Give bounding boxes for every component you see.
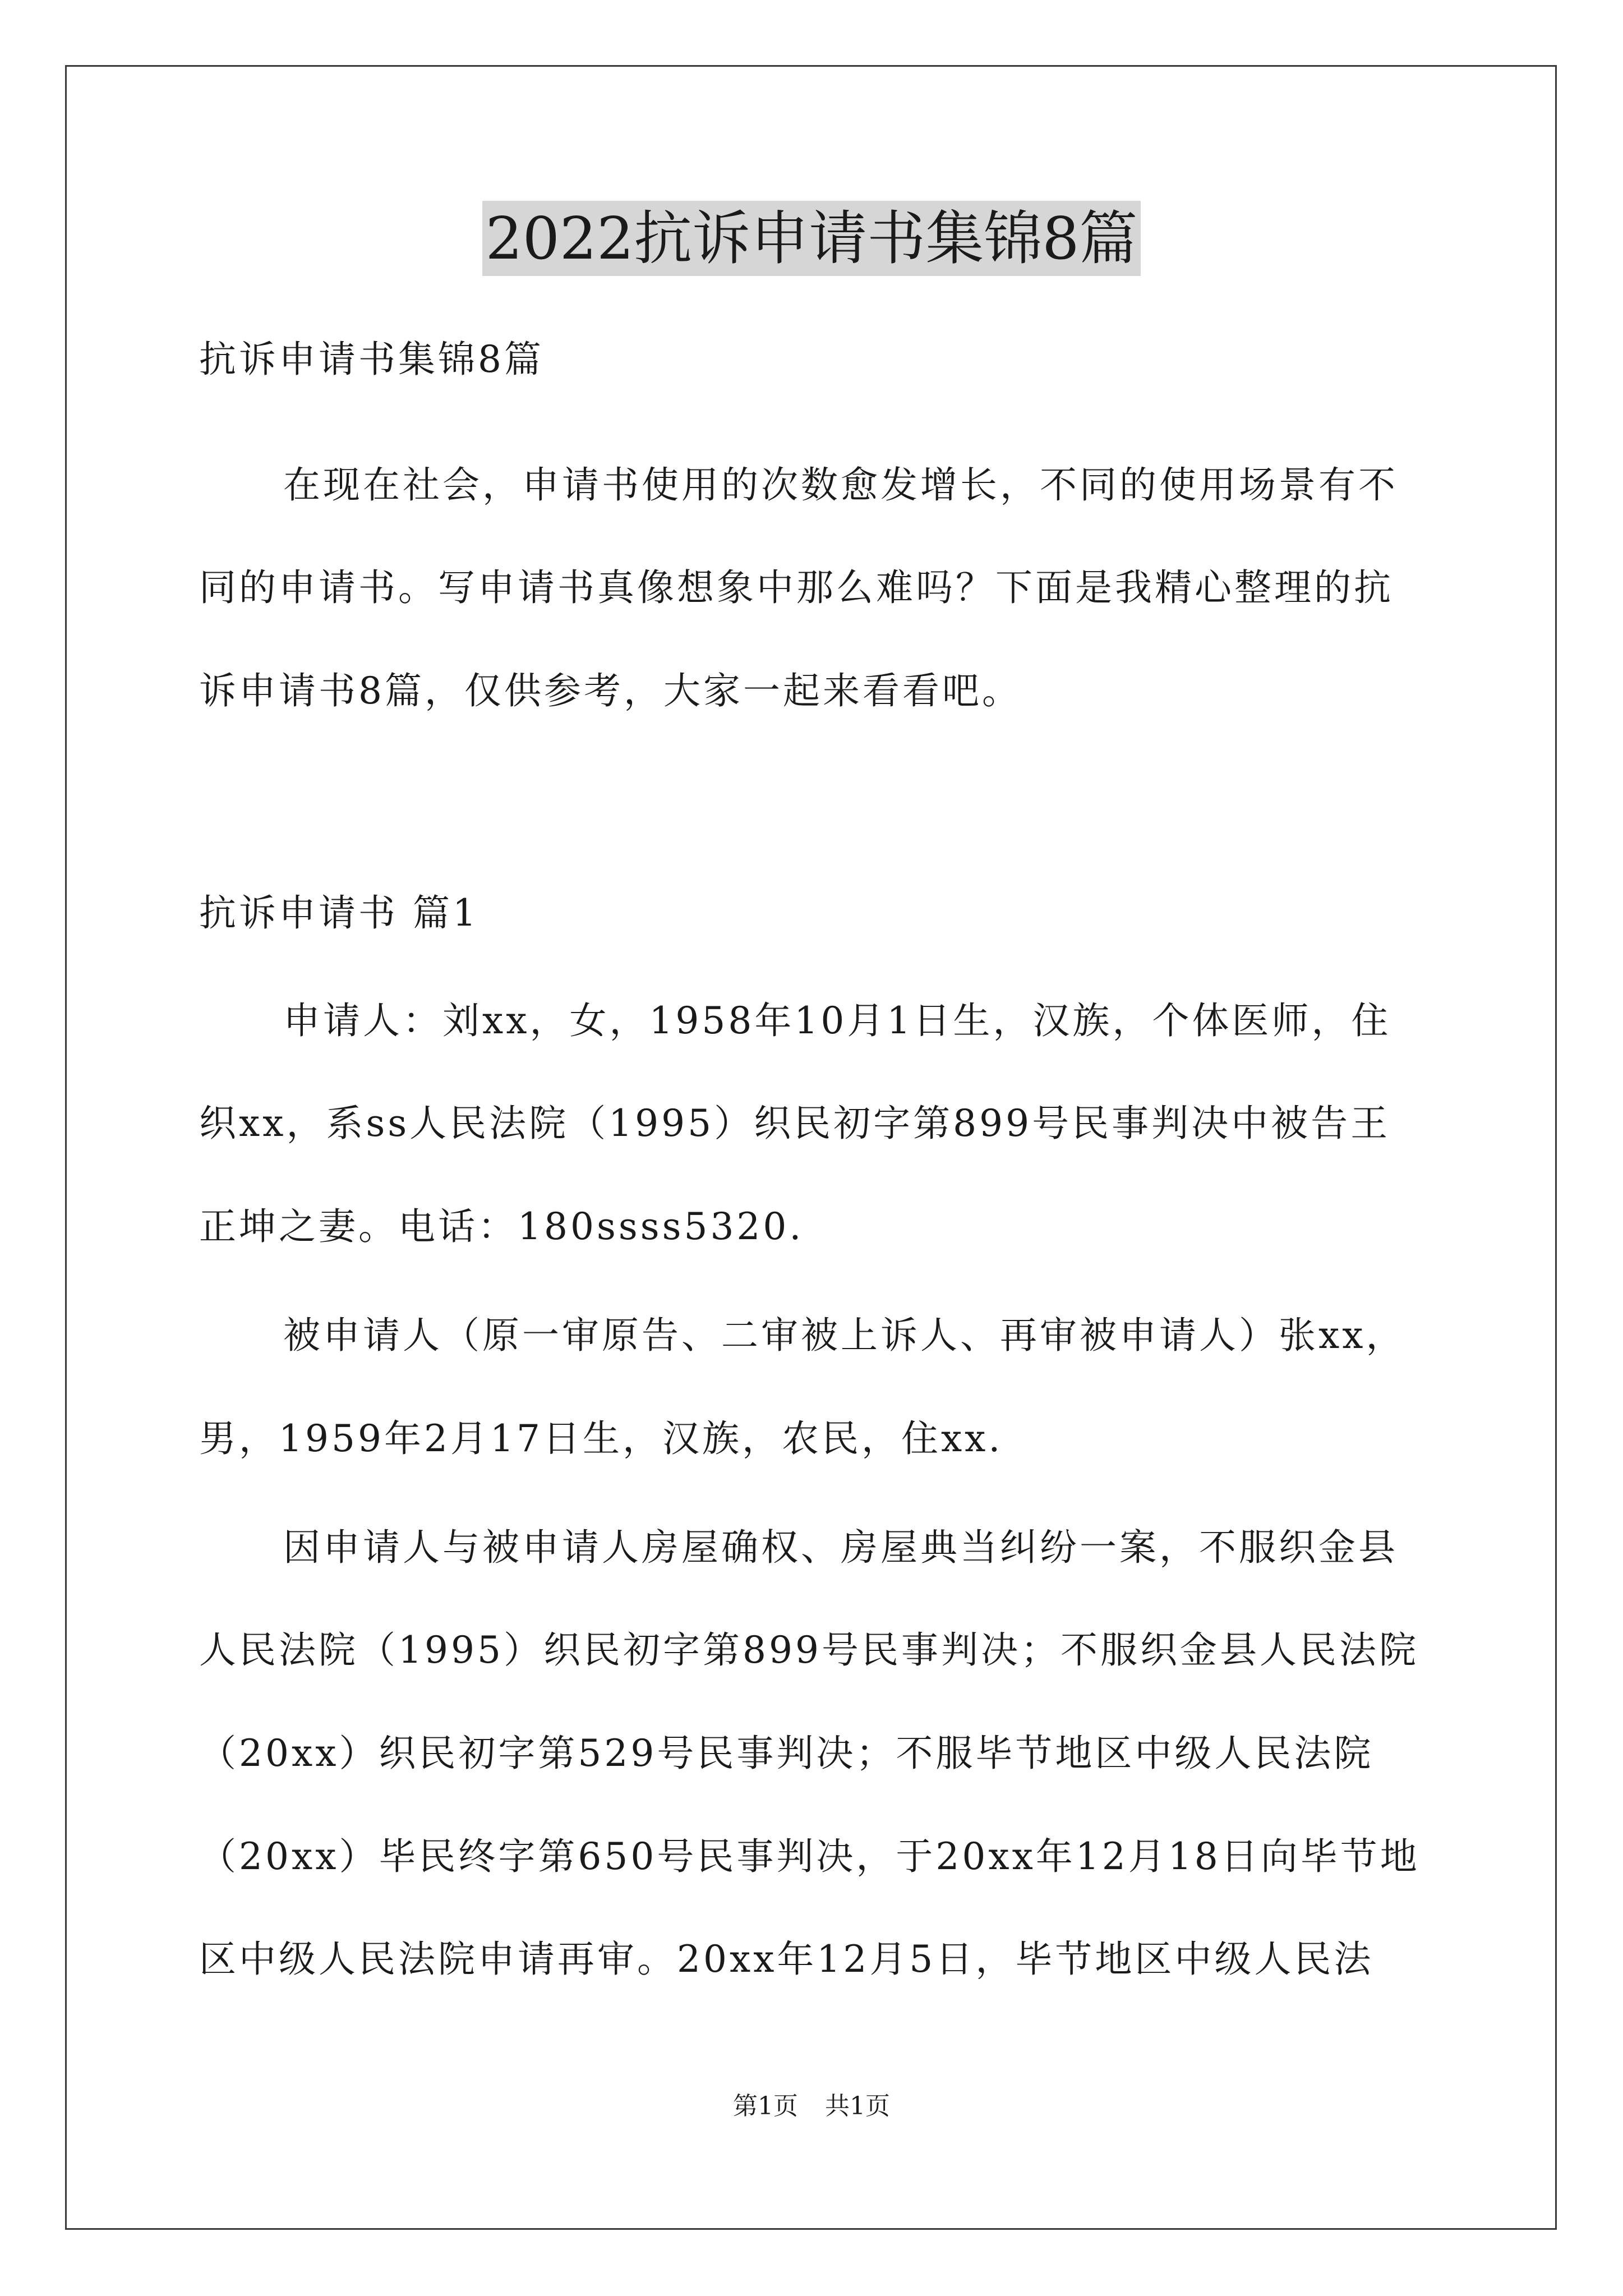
intro-line: 诉申请书8篇，仅供参考，大家一起来看看吧。 [199, 669, 1022, 712]
document-subtitle: 抗诉申请书集锦8篇 [199, 338, 544, 381]
section-heading: 抗诉申请书 篇1 [199, 891, 479, 935]
body-line: 被申请人（原一审原告、二审被上诉人、再审被申请人）张xx， [283, 1314, 1406, 1357]
intro-line: 同的申请书。写申请书真像想象中那么难吗？下面是我精心整理的抗 [199, 566, 1394, 609]
page-number-current: 第1页 [733, 2092, 798, 2120]
body-line: 男，1959年2月17日生，汉族，农民，住xx. [199, 1417, 1003, 1460]
page-border [65, 65, 1557, 2230]
document-title [0, 199, 1623, 278]
body-line: 正坤之妻。电话：180ssss5320. [199, 1205, 804, 1248]
body-line: 区中级人民法院申请再审。20xx年12月5日，毕节地区中级人民法 [199, 1938, 1374, 1981]
body-line: 因申请人与被申请人房屋确权、房屋典当纠纷一案，不服织金县 [283, 1526, 1398, 1569]
body-line: （20xx）毕民终字第650号民事判决，于20xx年12月18日向毕节地 [199, 1835, 1420, 1878]
intro-line: 在现在社会，申请书使用的次数愈发增长，不同的使用场景有不 [283, 463, 1398, 507]
document-title-text: 2022抗诉申请书集锦8篇 [482, 201, 1141, 276]
body-line: 人民法院（1995）织民初字第899号民事判决；不服织金县人民法院 [199, 1628, 1419, 1672]
body-line: 申请人：刘xx，女，1958年10月1日生，汉族，个体医师，住 [283, 999, 1391, 1042]
body-line: 织xx，系ss人民法院（1995）织民初字第899号民事判决中被告王 [199, 1102, 1391, 1145]
page-number-total: 共1页 [825, 2092, 890, 2120]
page-footer [0, 2090, 1623, 2123]
body-line: （20xx）织民初字第529号民事判决；不服毕节地区中级人民法院 [199, 1732, 1374, 1775]
